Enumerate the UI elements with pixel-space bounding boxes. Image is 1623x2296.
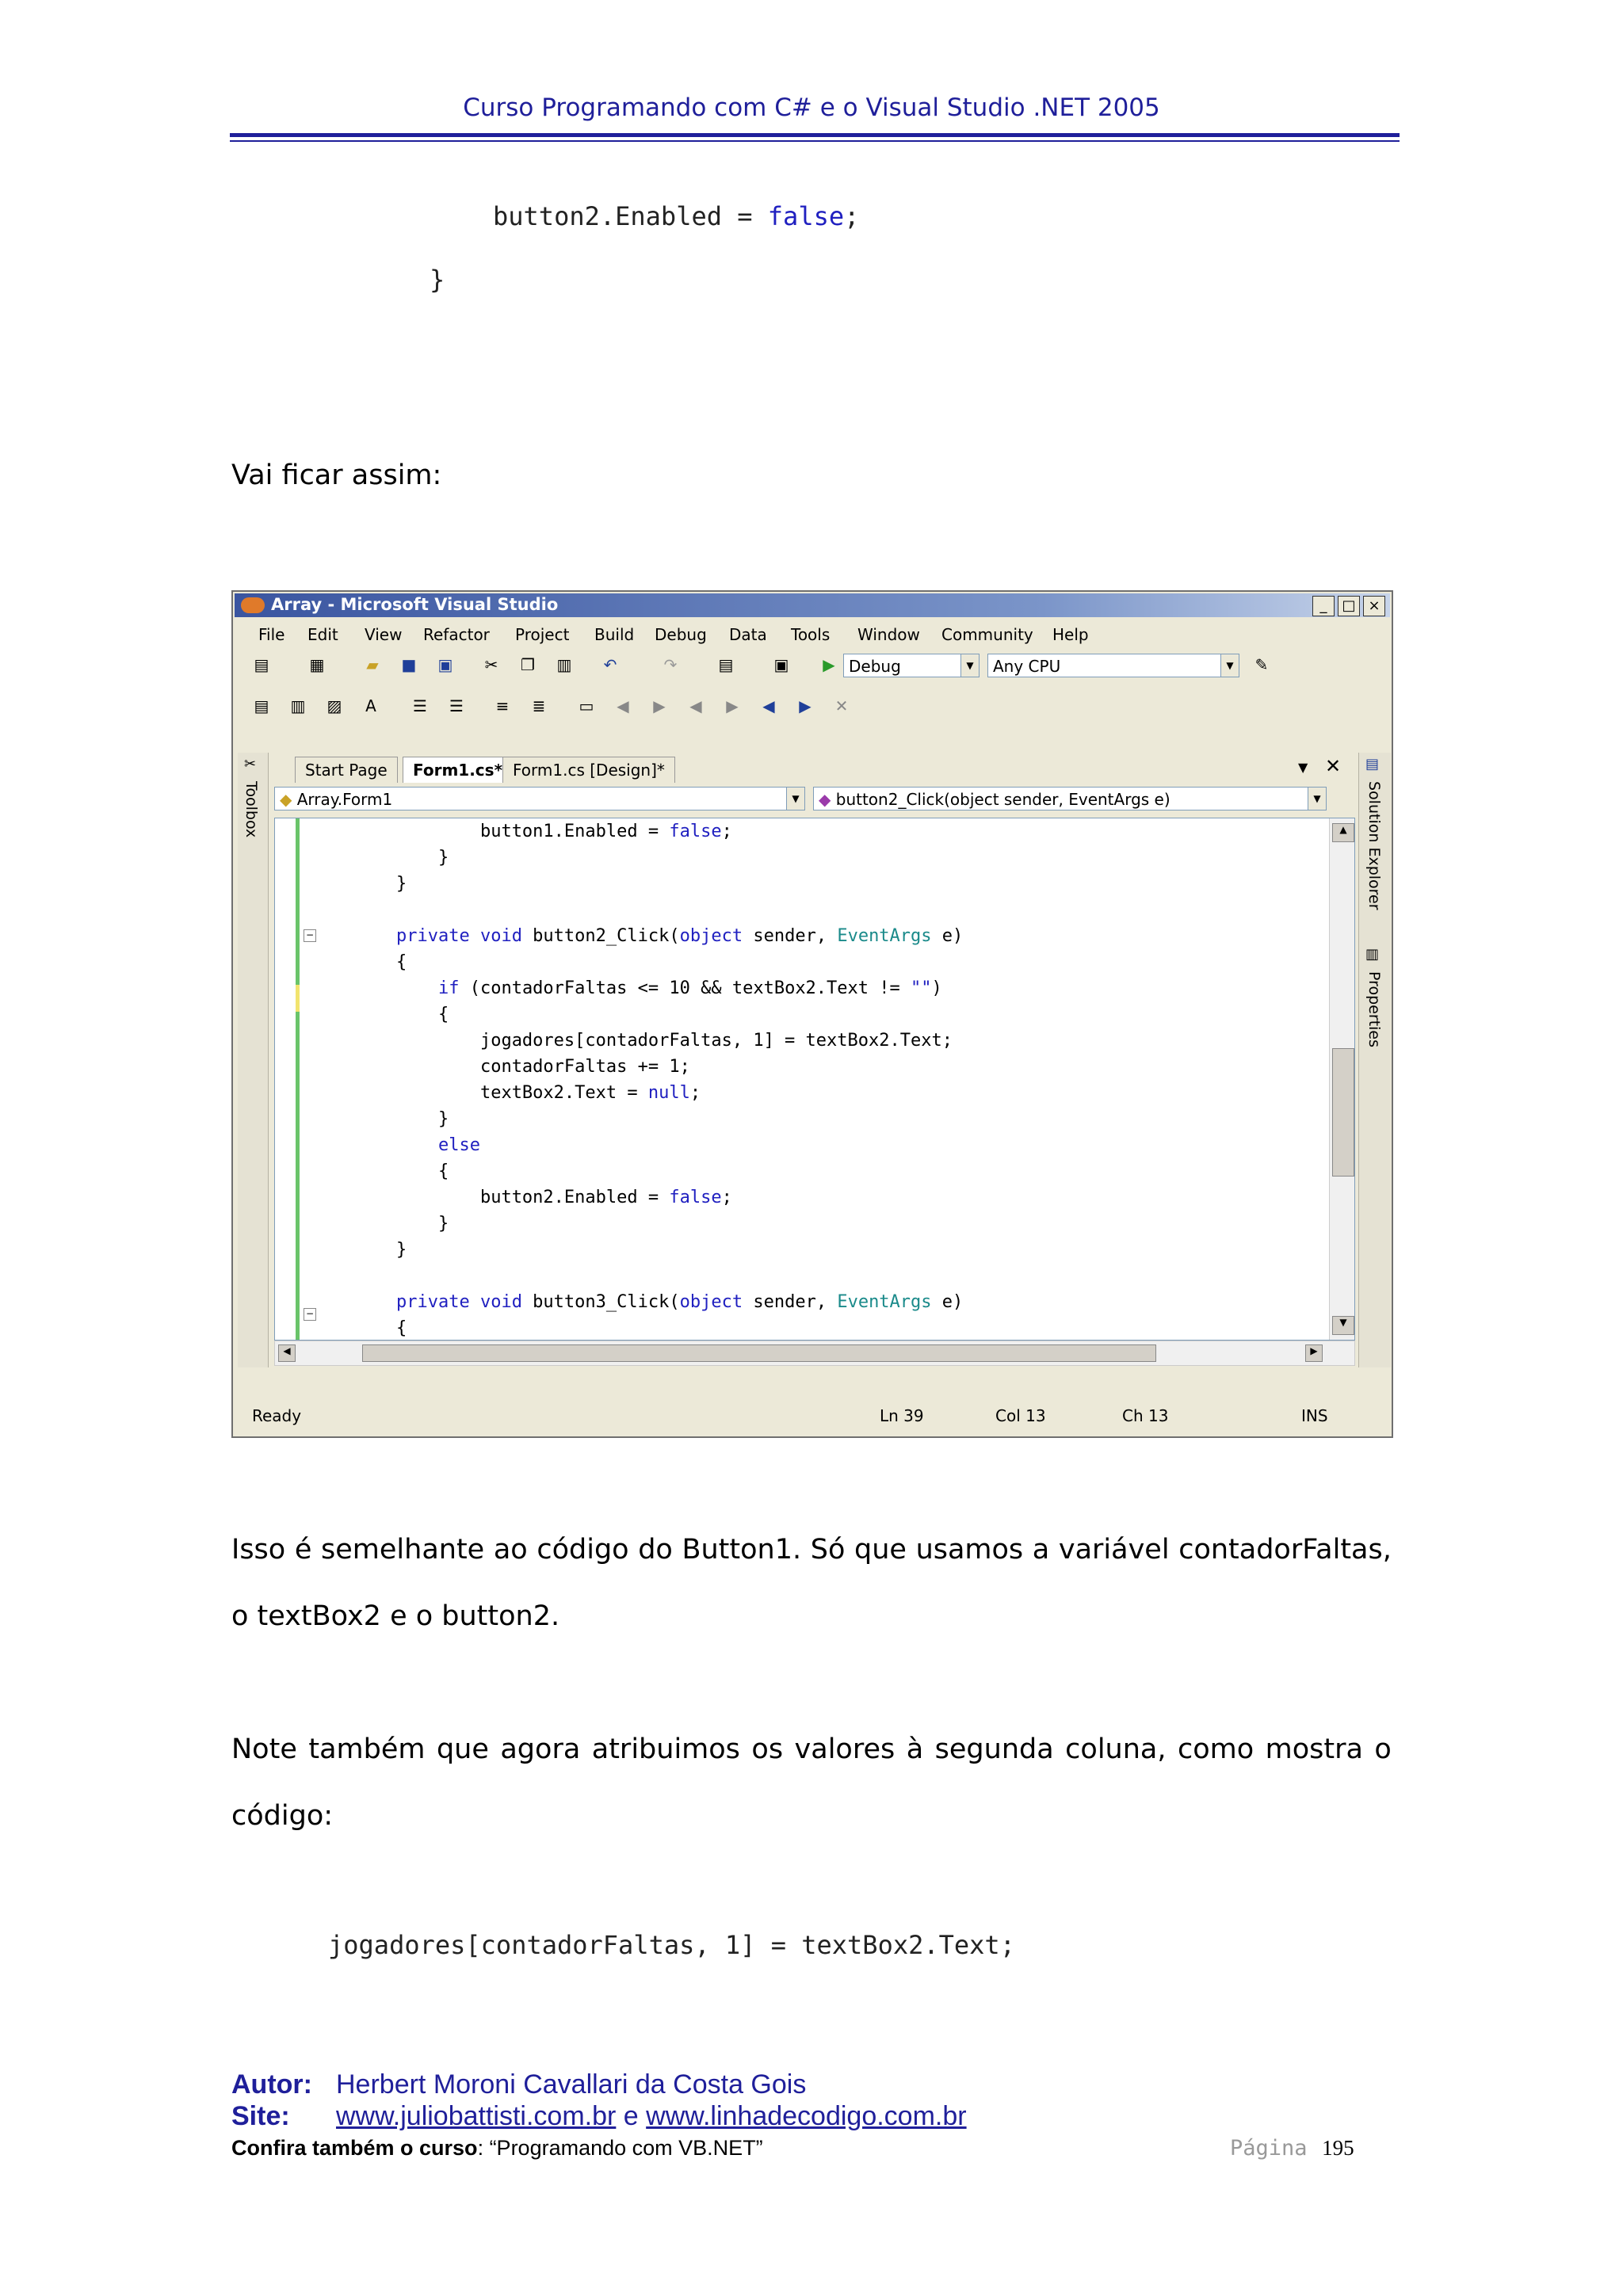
navigate-icon[interactable]: ▤ <box>718 655 734 674</box>
prev-bookmark-icon[interactable]: ◀ <box>617 696 629 715</box>
status-line: Ln 39 <box>880 1406 924 1425</box>
code-example: jogadores[contadorFaltas, 1] = textBox2.Text; <box>328 1930 1015 1960</box>
paragraph-1-line-1 <box>231 1534 1392 1566</box>
author-label: Autor: <box>231 2069 312 2100</box>
scroll-up-icon[interactable]: ▲ <box>1332 823 1354 842</box>
horizontal-scroll-thumb[interactable] <box>362 1344 1156 1362</box>
save-all-icon[interactable]: ▣ <box>437 655 453 674</box>
paste-icon[interactable]: ▥ <box>556 655 572 674</box>
menu-refactor[interactable]: Refactor <box>423 625 490 644</box>
code-line: textBox2.Text = null; <box>479 1083 701 1103</box>
text-editor-toolbar <box>241 690 1382 722</box>
word: contadorFaltas, <box>1178 1534 1392 1566</box>
code-line: } <box>395 874 407 894</box>
vs-window-title: Array - Microsoft Visual Studio <box>271 595 559 614</box>
word: o <box>1374 1733 1392 1765</box>
word: mostra <box>1265 1733 1363 1765</box>
code-line: { <box>437 1005 449 1024</box>
word: código <box>537 1534 629 1566</box>
minimize-button[interactable]: _ <box>1312 596 1335 616</box>
chevron-down-icon: ▼ <box>1220 654 1239 677</box>
document-tabs <box>271 750 1355 784</box>
copy-icon[interactable]: ❐ <box>521 655 535 674</box>
next-bookmark-doc-icon[interactable]: ▶ <box>799 696 812 715</box>
solution-explorer-tab[interactable]: Solution Explorer <box>1365 781 1383 910</box>
site-label: Site: <box>231 2101 290 2131</box>
header-rule <box>230 133 1400 137</box>
find-in-files-icon[interactable]: ✎ <box>1254 655 1269 674</box>
menu-build[interactable]: Build <box>594 625 635 644</box>
class-combo[interactable] <box>274 787 805 810</box>
code-line: else <box>437 1135 480 1155</box>
vs-screenshot-window <box>231 590 1393 1438</box>
course-note-value: : “Programando com VB.NET” <box>477 2136 763 2160</box>
word: segunda <box>934 1733 1054 1765</box>
properties-icon[interactable]: ▥ <box>1365 946 1380 963</box>
scroll-down-icon[interactable]: ▼ <box>1332 1316 1354 1335</box>
new-project-icon[interactable]: ▤ <box>254 655 269 674</box>
code-line: private void button2_Click(object sender, EventArgs e) <box>395 926 964 946</box>
vs-logo-icon <box>241 597 265 613</box>
author-name: Herbert Moroni Cavallari da Costa Gois <box>336 2069 807 2100</box>
word: Note <box>231 1733 297 1765</box>
word: agora <box>500 1733 581 1765</box>
class-icon: ◆ <box>280 790 297 809</box>
word: semelhante <box>321 1534 485 1566</box>
code-line: if (contadorFaltas <= 10 && textBox2.Text != "") <box>437 978 942 998</box>
word: que <box>436 1733 489 1765</box>
word: os <box>751 1733 784 1765</box>
chevron-down-icon[interactable]: ▼ <box>1298 760 1308 775</box>
status-char: Ch 13 <box>1122 1406 1169 1425</box>
word: coluna, <box>1065 1733 1167 1765</box>
member-combo-value: button2_Click(object sender, EventArgs e) <box>835 790 1170 809</box>
bookmark-icon[interactable]: ▭ <box>579 696 594 715</box>
uncomment-icon[interactable]: ≣ <box>532 696 546 715</box>
vertical-scroll-thumb[interactable] <box>1332 1048 1354 1177</box>
collapse-icon[interactable]: − <box>304 929 316 942</box>
code-line: private void button3_Click(object sender, EventArgs e) <box>395 1292 964 1312</box>
footer-course-note <box>231 2136 763 2161</box>
page-number-block <box>1230 2136 1354 2161</box>
undo-icon[interactable]: ↶ <box>603 655 617 674</box>
status-column: Col 13 <box>995 1406 1046 1425</box>
scroll-left-icon[interactable]: ◀ <box>278 1344 296 1362</box>
footer-site <box>231 2101 967 2132</box>
vertical-scrollbar[interactable] <box>1329 818 1355 1340</box>
solution-explorer-icon[interactable]: ▤ <box>1365 756 1380 772</box>
word: como <box>1177 1733 1254 1765</box>
scroll-right-icon[interactable]: ▶ <box>1305 1344 1323 1362</box>
footer-author <box>231 2069 807 2100</box>
word: que <box>854 1534 907 1566</box>
paragraph-2-line-1 <box>231 1733 1392 1765</box>
code-line: } <box>437 848 449 868</box>
solution-config-combo[interactable] <box>843 654 980 677</box>
site-link-1[interactable]: www.juliobattisti.com.br <box>336 2101 617 2131</box>
cut-icon[interactable]: ✂ <box>484 655 498 674</box>
find-icon[interactable]: ▣ <box>773 655 789 674</box>
complete-word-icon[interactable]: A <box>365 696 376 715</box>
word: do <box>638 1534 673 1566</box>
word: usamos <box>915 1534 1024 1566</box>
clear-bookmarks-icon[interactable]: ✕ <box>834 696 849 715</box>
method-icon: ◆ <box>819 790 836 809</box>
status-ready: Ready <box>252 1406 302 1425</box>
word: também <box>308 1733 426 1765</box>
chevron-down-icon: ▼ <box>960 654 979 677</box>
menu-data[interactable]: Data <box>729 625 767 644</box>
horizontal-scrollbar[interactable] <box>274 1341 1355 1366</box>
code-line: } <box>437 1214 449 1234</box>
site-link-2[interactable]: www.linhadecodigo.com.br <box>646 2101 967 2131</box>
next-bookmark-folder-icon[interactable]: ▶ <box>726 696 739 715</box>
word: é <box>294 1534 312 1566</box>
code-line: button1.Enabled = false; <box>479 822 732 841</box>
code-line: { <box>395 952 407 972</box>
site-separator: e <box>616 2101 647 2131</box>
code-line: } <box>437 1109 449 1129</box>
code-line: button2.Enabled = false; <box>479 1188 732 1207</box>
editor-margin <box>275 818 315 1340</box>
menu-window[interactable]: Window <box>857 625 920 644</box>
menu-edit[interactable]: Edit <box>307 625 338 644</box>
open-file-icon[interactable]: ▰ <box>366 655 379 674</box>
code-editor[interactable] <box>274 818 1355 1341</box>
collapse-icon[interactable]: − <box>304 1308 316 1321</box>
word: Isso <box>231 1534 286 1566</box>
status-insert-mode: INS <box>1301 1406 1328 1425</box>
properties-tab[interactable]: Properties <box>1365 971 1383 1048</box>
display-object-icon[interactable]: ▤ <box>254 696 269 715</box>
course-note-label: Confira também o curso <box>231 2136 478 2160</box>
menu-debug[interactable]: Debug <box>655 625 707 644</box>
page-label: Página <box>1230 2136 1308 2161</box>
save-icon[interactable]: ■ <box>401 655 417 674</box>
word: Button1. <box>682 1534 802 1566</box>
menu-help[interactable]: Help <box>1052 625 1089 644</box>
add-item-icon[interactable]: ▦ <box>309 655 325 674</box>
intro-text: Vai ficar assim: <box>231 460 442 491</box>
next-bookmark-icon[interactable]: ▶ <box>653 696 666 715</box>
solution-config-value: Debug <box>849 657 901 676</box>
prev-bookmark-folder-icon[interactable]: ◀ <box>689 696 702 715</box>
close-icon[interactable]: ✕ <box>1325 755 1342 777</box>
word: à <box>906 1733 924 1765</box>
word: variável <box>1058 1534 1170 1566</box>
class-combo-value: Array.Form1 <box>296 790 393 809</box>
toolbox-label: Toolbox <box>242 781 260 838</box>
paragraph-2-line-2: código: <box>231 1800 334 1832</box>
code-line: jogadores[contadorFaltas, 1] = textBox2.Text; <box>479 1031 953 1051</box>
code-line: } <box>395 1240 407 1260</box>
code-top-line-2: } <box>430 265 445 295</box>
tab-form1-design[interactable]: Form1.cs [Design]* <box>502 757 675 783</box>
page-number: 195 <box>1322 2136 1354 2160</box>
tab-form1-cs[interactable]: Form1.cs* <box>403 757 513 783</box>
code-line: contadorFaltas += 1; <box>479 1057 690 1077</box>
chevron-down-icon: ▼ <box>1308 788 1326 810</box>
header-rule-thin <box>230 140 1400 142</box>
right-dock-strip <box>1358 753 1391 1367</box>
toolbox-strip[interactable] <box>238 753 269 1367</box>
page-header-title: Curso Programando com C# e o Visual Studio .NET 2005 <box>463 93 1160 122</box>
code-line: { <box>395 1318 407 1338</box>
code-top-line-1: button2.Enabled = false; <box>493 201 860 231</box>
increase-indent-icon[interactable]: ☰ <box>449 696 464 715</box>
word: ao <box>493 1534 528 1566</box>
word: Só <box>810 1534 846 1566</box>
menu-project[interactable]: Project <box>515 625 570 644</box>
paragraph-1-line-2: o textBox2 e o button2. <box>231 1600 560 1632</box>
comment-icon[interactable]: ≡ <box>495 696 510 715</box>
redo-icon[interactable]: ↷ <box>663 655 678 674</box>
close-button[interactable]: × <box>1363 596 1385 616</box>
code-line: { <box>437 1161 449 1181</box>
quick-info-icon[interactable]: ▨ <box>327 696 342 715</box>
tab-start-page[interactable]: Start Page <box>295 757 398 783</box>
prev-bookmark-doc-icon[interactable]: ◀ <box>762 696 775 715</box>
display-parameter-icon[interactable]: ▥ <box>290 696 306 715</box>
word: atribuimos <box>591 1733 740 1765</box>
menu-community[interactable]: Community <box>941 625 1033 644</box>
decrease-indent-icon[interactable]: ☰ <box>413 696 427 715</box>
menu-file[interactable]: File <box>258 625 285 644</box>
status-bar <box>235 1400 1390 1433</box>
menu-tools[interactable]: Tools <box>791 625 831 644</box>
platform-combo[interactable] <box>987 654 1239 677</box>
word: a <box>1032 1534 1050 1566</box>
vs-menubar <box>235 619 1390 647</box>
word: valores <box>794 1733 896 1765</box>
standard-toolbar <box>241 649 1382 681</box>
code-navigation-bar <box>271 784 1355 815</box>
menu-view[interactable]: View <box>365 625 403 644</box>
chevron-down-icon: ▼ <box>786 788 804 810</box>
start-debug-icon[interactable]: ▶ <box>823 655 835 674</box>
vs-titlebar <box>235 593 1390 617</box>
toolbox-icon: ✂ <box>244 756 257 772</box>
maximize-button[interactable]: □ <box>1338 596 1360 616</box>
platform-value: Any CPU <box>993 657 1061 676</box>
member-combo[interactable] <box>813 787 1327 810</box>
